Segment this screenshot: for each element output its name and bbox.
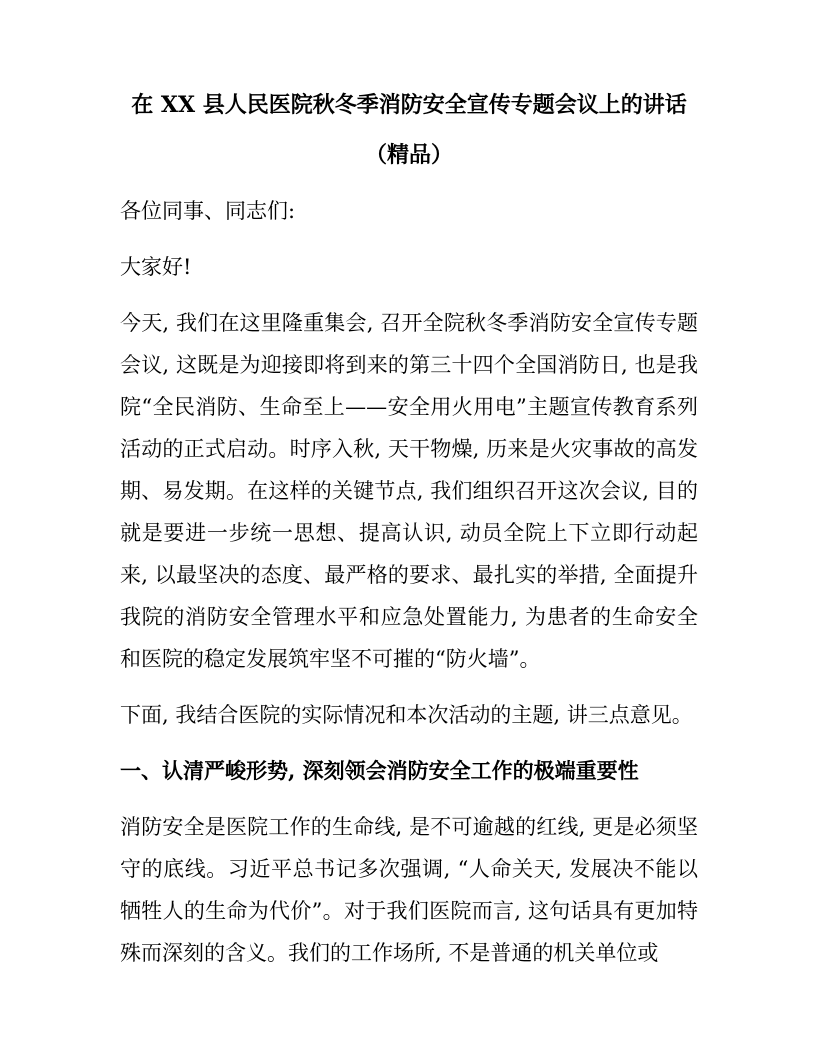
document-title: 在 XX 县人民医院秋冬季消防安全宣传专题会议上的讲话（精品） bbox=[131, 92, 687, 168]
paragraph-hello: 大家好! bbox=[120, 255, 192, 279]
section-heading-1: 一、认清严峻形势, 深刻领会消防安全工作的极端重要性 bbox=[120, 758, 639, 783]
paragraph-section1-body: 消防安全是医院工作的生命线, 是不可逾越的红线, 更是必须坚守的底线。习近平总书记多次强调, “人命关天, 发展决不能以牺牲人的生命为代价”。对于我们医院而言, 这句话具有更加特殊而深刻的含义。我们的工作场所, 不是普通的机关单位或 bbox=[120, 815, 698, 965]
paragraph-greeting: 各位同事、同志们: bbox=[120, 199, 296, 223]
paragraph-opening: 今天, 我们在这里隆重集会, 召开全院秋冬季消防安全宣传专题会议, 这既是为迎接即将到来的第三十四个全国消防日, 也是我院“全民消防、生命至上——安全用火用电”主题宣传教育系列活动的正式启动。时序入秋, 天干物燥, 历来是火灾事故的高发期、易发期。在这样的关键节点, 我们组织召开这次会议, 目的就是要进一步统一思想、提高认识, 动员全院上下立即行动起来, 以最坚决的态度、最严格的要求、最扎实的举措, 全面提升我院的消防安全管理水平和应急处置能力, 为患者的生命安全和医院的稳定发展筑牢坚不可摧的“防火墙”。 bbox=[120, 311, 698, 671]
paragraph-transition: 下面, 我结合医院的实际情况和本次活动的主题, 讲三点意见。 bbox=[120, 703, 693, 727]
